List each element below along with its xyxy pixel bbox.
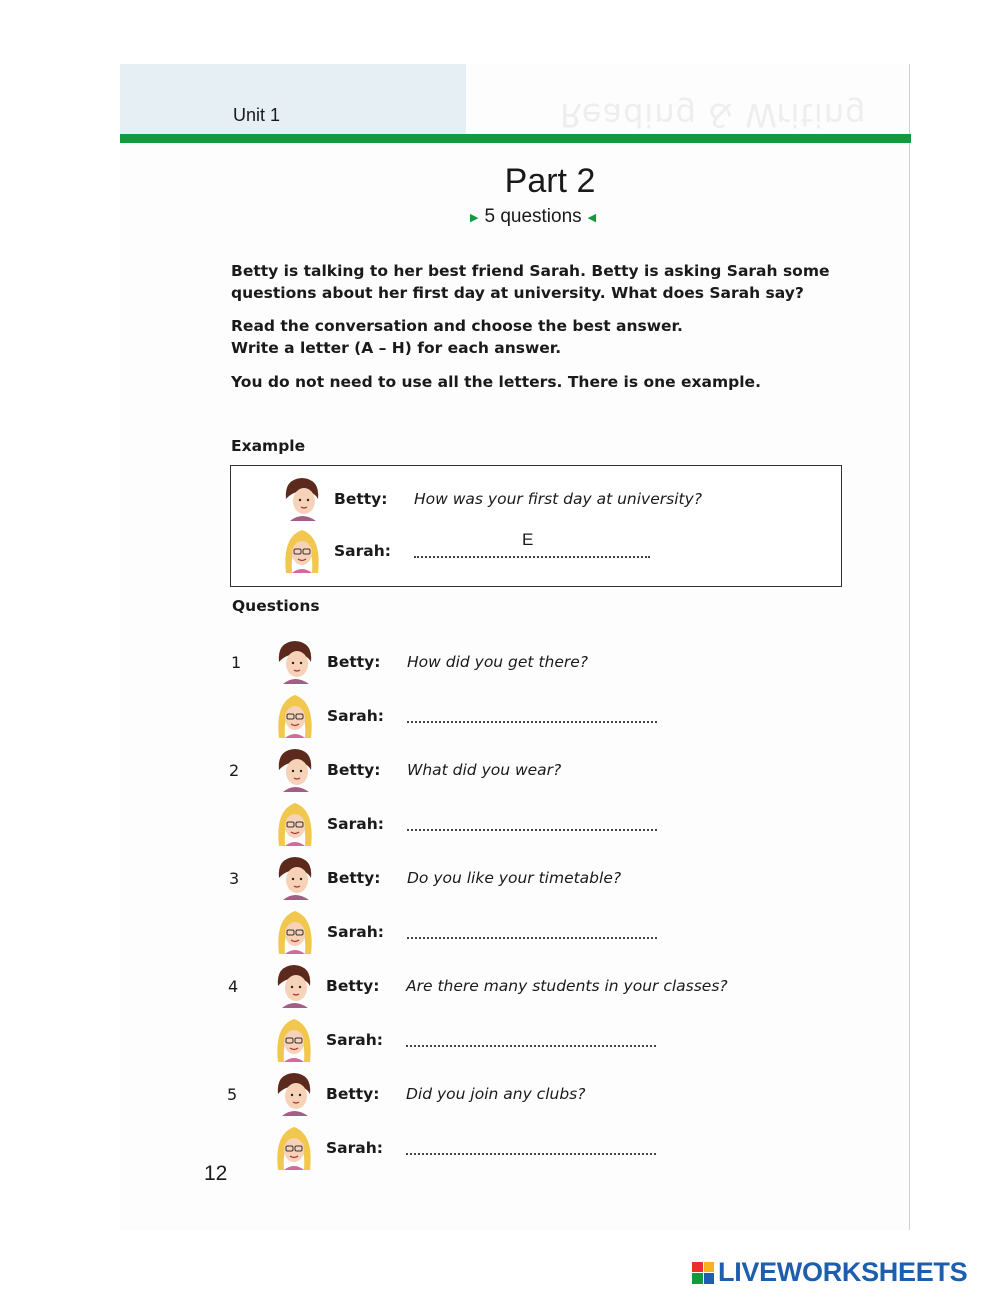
- liveworksheets-grid-icon: [692, 1262, 714, 1284]
- question-sarah-row: [273, 696, 657, 736]
- question-number: 3: [229, 869, 240, 888]
- answer-input[interactable]: [407, 925, 657, 939]
- example-sarah-row: [280, 531, 650, 571]
- sarah-avatar-icon: [272, 1124, 316, 1172]
- question-betty-row: [272, 966, 728, 1006]
- answer-input[interactable]: [407, 709, 657, 723]
- sarah-label: Sarah:: [327, 815, 384, 833]
- example-betty-row: [280, 479, 702, 519]
- page-number: 12: [204, 1162, 228, 1185]
- betty-label: Betty:: [327, 869, 381, 887]
- sarah-label: Sarah:: [326, 1139, 383, 1157]
- betty-label: Betty:: [326, 977, 380, 995]
- instruction-read: Read the conversation and choose the best answer.: [231, 317, 683, 335]
- sarah-avatar-icon: [273, 692, 317, 740]
- betty-question: What did you wear?: [407, 761, 562, 779]
- liveworksheets-logo: [692, 1257, 967, 1288]
- betty-question: How did you get there?: [407, 653, 589, 671]
- betty-label: Betty:: [327, 653, 381, 671]
- betty-question: Did you join any clubs?: [406, 1085, 586, 1103]
- question-sarah-row: [272, 1128, 656, 1168]
- sarah-avatar-icon: [280, 527, 324, 575]
- answer-input[interactable]: [406, 1033, 656, 1047]
- question-number: 4: [228, 977, 239, 996]
- sarah-avatar-icon: [273, 800, 317, 848]
- betty-avatar-icon: [272, 962, 316, 1010]
- answer-input[interactable]: [407, 817, 657, 831]
- sarah-label: Sarah:: [327, 707, 384, 725]
- example-answer: E: [522, 530, 534, 549]
- left-triangle-icon: ◀: [587, 211, 597, 224]
- instruction-intro: Betty is talking to her best friend Sarah. Betty is asking Sarah some questions about her first day at university. What does Sarah say?: [231, 262, 830, 302]
- question-number: 2: [229, 761, 240, 780]
- sarah-label: Sarah:: [327, 923, 384, 941]
- example-answer-wrap: [414, 530, 650, 558]
- answer-input[interactable]: [406, 1141, 656, 1155]
- betty-avatar-icon: [280, 475, 324, 523]
- question-sarah-row: [273, 912, 657, 952]
- question-betty-row: [273, 642, 588, 682]
- betty-label: Betty:: [326, 1085, 380, 1103]
- header-tint: [120, 64, 466, 136]
- sarah-label: Sarah:: [334, 542, 391, 560]
- betty-avatar-icon: [272, 1070, 316, 1118]
- question-sarah-row: [272, 1020, 656, 1060]
- liveworksheets-brand: LIVEWORKSHEETS: [718, 1257, 968, 1287]
- header-rule: [120, 134, 911, 143]
- betty-avatar-icon: [273, 638, 317, 686]
- mirrored-header-text: Reading & Writing: [560, 96, 867, 134]
- betty-question: How was your first day at university?: [414, 490, 702, 508]
- question-betty-row: [272, 1074, 585, 1114]
- part-title: Part 2: [504, 162, 596, 200]
- betty-question: Do you like your timetable?: [407, 869, 622, 887]
- question-number: 5: [227, 1085, 238, 1104]
- instruction-write: Write a letter (A – H) for each answer.: [231, 339, 562, 357]
- instruction-note: You do not need to use all the letters. There is one example.: [231, 373, 761, 391]
- sarah-avatar-icon: [272, 1016, 316, 1064]
- question-count-label: 5 questions: [484, 206, 582, 227]
- betty-question: Are there many students in your classes?: [406, 977, 728, 995]
- unit-label: Unit 1: [233, 105, 281, 125]
- betty-label: Betty:: [334, 490, 388, 508]
- sarah-label: Sarah:: [326, 1031, 383, 1049]
- sarah-avatar-icon: [273, 908, 317, 956]
- question-betty-row: [273, 750, 561, 790]
- betty-avatar-icon: [273, 854, 317, 902]
- betty-avatar-icon: [273, 746, 317, 794]
- question-number: 1: [231, 653, 242, 672]
- question-betty-row: [273, 858, 621, 898]
- example-heading: Example: [231, 437, 306, 455]
- betty-label: Betty:: [327, 761, 381, 779]
- question-count: [470, 206, 596, 228]
- questions-heading: Questions: [232, 597, 320, 615]
- question-sarah-row: [273, 804, 657, 844]
- right-triangle-icon: ▶: [470, 211, 479, 224]
